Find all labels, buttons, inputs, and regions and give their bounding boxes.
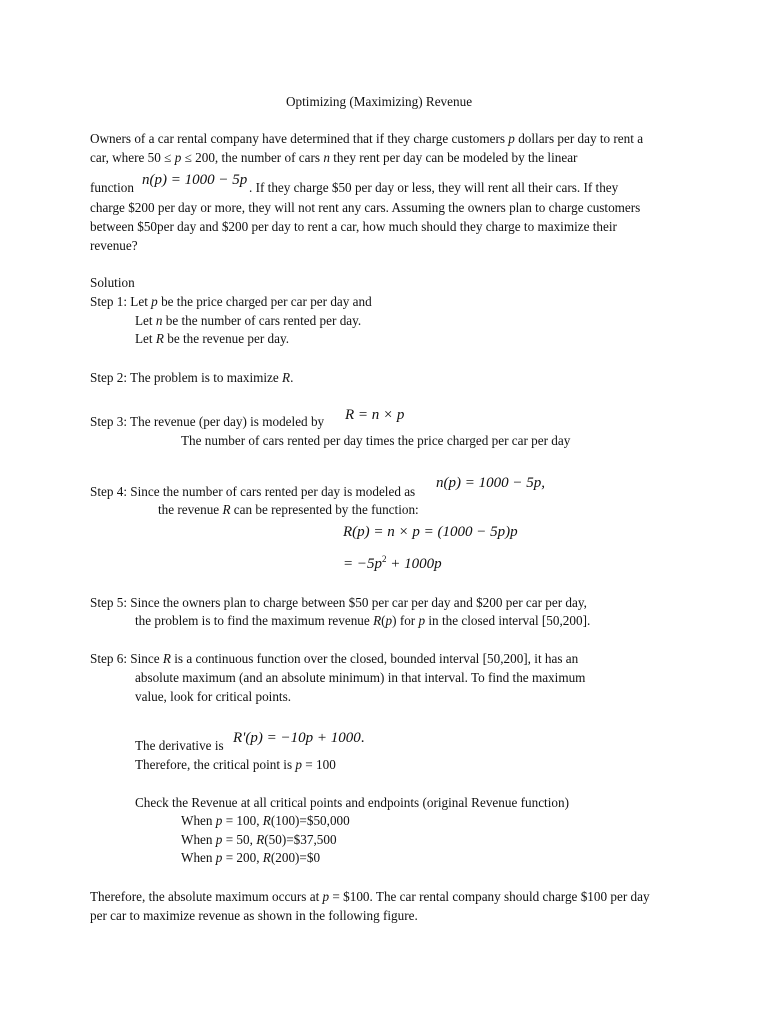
step-4-line-1: Step 4: Since the number of cars rented per day is modeled as bbox=[90, 484, 416, 499]
critical-point-line: Therefore, the critical point is p = 100 bbox=[135, 757, 336, 772]
step-3-line-2: The number of cars rented per day times the price charged per car per day bbox=[181, 433, 571, 448]
conclusion-line-2: per car to maximize revenue as shown in the following figure. bbox=[90, 908, 418, 923]
step-6-line-1: Step 6: Since R is a continuous function over the closed, bounded interval [50,200], it has an bbox=[90, 651, 579, 666]
when-p-50: When p = 50, R(50)=$37,500 bbox=[181, 832, 337, 847]
intro-line-6: revenue? bbox=[90, 238, 138, 253]
equation-revenue-function: R(p) = n × p = (1000 − 5p)p bbox=[343, 524, 518, 540]
intro-line-3-rest: . If they charge $50 per day or less, they will rent all their cars. If they bbox=[249, 180, 619, 195]
intro-line-5: between $50per day and $200 per day to rent a car, how much should they charge to maximize their bbox=[90, 219, 617, 234]
solution-heading: Solution bbox=[90, 275, 135, 290]
when-p-100: When p = 100, R(100)=$50,000 bbox=[181, 813, 350, 828]
step-3-line-1: Step 3: The revenue (per day) is modeled by bbox=[90, 414, 325, 429]
equation-revenue-expanded: = $-5p^2 + 1000p$ bbox=[343, 554, 442, 572]
equation-n-of-p: n(p) = 1000 − 5p bbox=[142, 172, 248, 188]
step-1-line-1: Step 1: Let p be the price charged per car per day and bbox=[90, 294, 372, 309]
equation-derivative: R'(p) = −10p + 1000. bbox=[233, 730, 365, 746]
step-5-line-2: the problem is to find the maximum revenue R(p) for p in the closed interval [50,200]. bbox=[135, 613, 591, 628]
equation-revenue-model: R = n × p bbox=[345, 407, 405, 423]
step-6-line-2: absolute maximum (and an absolute minimum) in that interval. To find the maximum bbox=[135, 670, 586, 685]
equation-n-of-p-step4: n(p) = 1000 − 5p, bbox=[436, 475, 545, 491]
step-6-line-3: value, look for critical points. bbox=[135, 689, 292, 704]
intro-line-2: car, where 50 ≤ p ≤ 200, the number of cars n they rent per day can be modeled by the linear bbox=[90, 150, 578, 165]
conclusion-line-1: Therefore, the absolute maximum occurs at p = $100. The car rental company should charge $100 per day bbox=[90, 889, 650, 904]
step-5-line-1: Step 5: Since the owners plan to charge between $50 per car per day and $200 per car per day, bbox=[90, 595, 587, 610]
page-title: Optimizing (Maximizing) Revenue bbox=[286, 94, 473, 109]
intro-line-3-label: function bbox=[90, 180, 134, 195]
intro-line-4: charge $200 per day or more, they will not rent any cars. Assuming the owners plan to charge customers bbox=[90, 200, 641, 215]
step-1-line-3: Let R be the revenue per day. bbox=[135, 331, 290, 346]
when-p-200: When p = 200, R(200)=$0 bbox=[181, 850, 321, 865]
check-revenue-line: Check the Revenue at all critical points and endpoints (original Revenue function) bbox=[135, 795, 569, 810]
step-4-line-2: the revenue R can be represented by the function: bbox=[158, 502, 419, 517]
step-2: Step 2: The problem is to maximize R. bbox=[90, 370, 294, 385]
intro-line-1: Owners of a car rental company have determined that if they charge customers p dollars per day to rent a bbox=[90, 131, 644, 146]
step-1-line-2: Let n be the number of cars rented per day. bbox=[135, 313, 362, 328]
derivative-label: The derivative is bbox=[135, 738, 224, 753]
